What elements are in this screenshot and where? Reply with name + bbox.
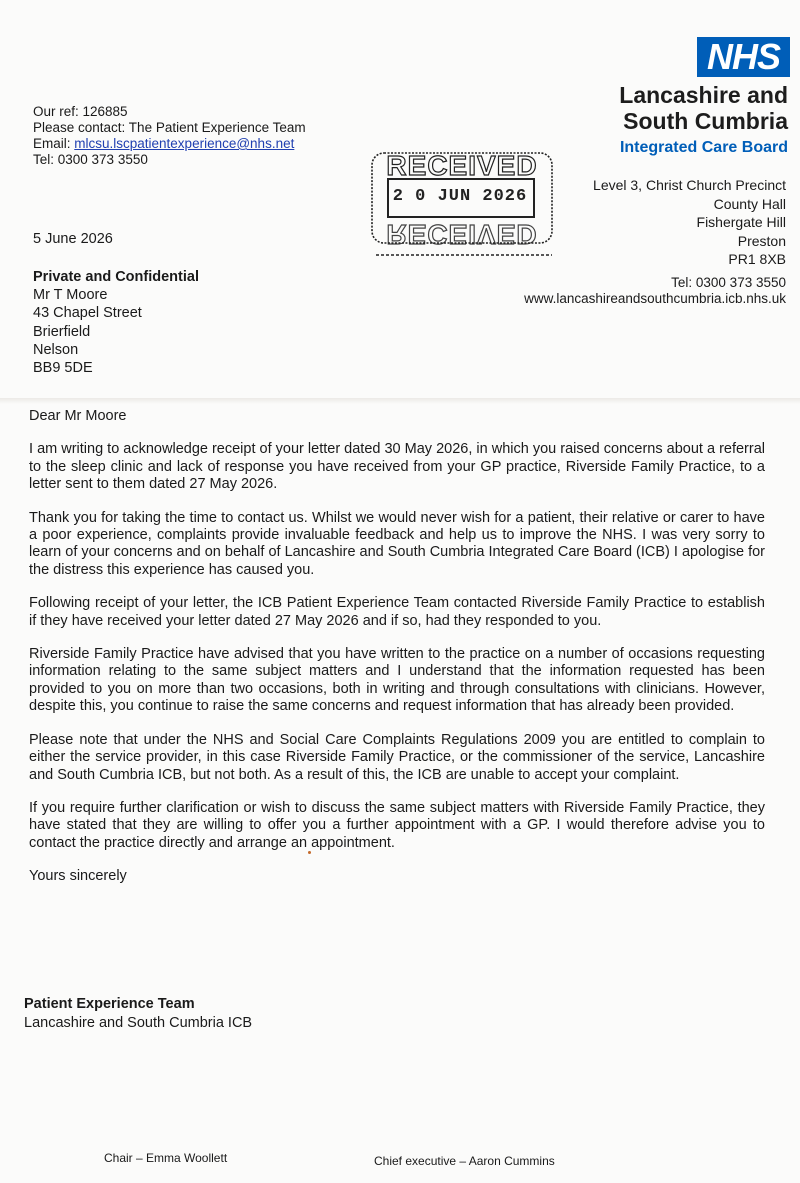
signatory-org: Lancashire and South Cumbria ICB bbox=[24, 1015, 253, 1031]
stamp-date: 2 0 JUN 2026 bbox=[392, 187, 528, 206]
recipient-line: 43 Chapel Street bbox=[33, 305, 142, 322]
email-line bbox=[33, 136, 306, 152]
contact-line: Please contact: The Patient Experience Team bbox=[33, 120, 306, 135]
footer-chair: Chair – Emma Woollett bbox=[104, 1151, 228, 1165]
paper-fold bbox=[0, 398, 800, 404]
address-line: Fishergate Hill bbox=[696, 214, 786, 231]
body-paragraph: Following receipt of your letter, the ICB Patient Experience Team contacted Riverside Family Practice to establish if they have received your letter dated 27 May 2026 and if so, had they responded to you. bbox=[29, 595, 765, 629]
email-link[interactable]: mlcsu.lscpatientexperience@nhs.net bbox=[74, 136, 295, 151]
footer-chief-executive: Chief executive – Aaron Cummins bbox=[374, 1154, 555, 1168]
organisation-name-line1: Lancashire and bbox=[619, 82, 788, 108]
body-paragraph: Riverside Family Practice have advised that you have written to the practice on a number of occasions requesting information relating to the same subject matters and I understand that the information requested has been provided to you on more than two occasions, both in writing and through consultations with clinicians. However, despite this, you continue to raise the same concerns and request information that has already been provided. bbox=[29, 646, 765, 715]
paper-speck bbox=[308, 851, 311, 854]
nhs-logo: NHS bbox=[697, 37, 790, 77]
stamp-word-mirror: RECEIVED bbox=[386, 219, 538, 250]
letter-body bbox=[29, 408, 765, 886]
body-paragraph: If you require further clarification or wish to discuss the same subject matters with Riverside Family Practice, they have stated that they are willing to offer you a further appointment with a GP. I would therefore advise you to contact the practice directly and arrange an appointment. bbox=[29, 799, 765, 851]
reference-tel: Tel: 0300 373 3550 bbox=[33, 152, 148, 167]
recipient-block bbox=[33, 268, 199, 377]
organisation-name bbox=[619, 82, 788, 134]
stamp-word: RECEIVED bbox=[386, 150, 538, 181]
address-line: PR1 8XB bbox=[728, 251, 786, 268]
closing: Yours sincerely bbox=[29, 868, 127, 885]
classification: Private and Confidential bbox=[33, 269, 199, 285]
our-ref: Our ref: 126885 bbox=[33, 104, 128, 119]
email-label: Email: bbox=[33, 136, 75, 151]
recipient-line: Brierfield bbox=[33, 323, 91, 340]
organisation-name-line2: South Cumbria bbox=[623, 108, 788, 134]
letter-date: 5 June 2026 bbox=[33, 231, 113, 247]
organisation-tel: Tel: 0300 373 3550 bbox=[671, 275, 786, 290]
salutation: Dear Mr Moore bbox=[29, 408, 127, 424]
recipient-line: Mr T Moore bbox=[33, 287, 108, 304]
organisation-subtitle: Integrated Care Board bbox=[619, 139, 788, 156]
address-line: Level 3, Christ Church Precinct bbox=[593, 177, 786, 193]
signatory: Patient Experience Team bbox=[24, 996, 195, 1012]
body-paragraph: Thank you for taking the time to contact us. Whilst we would never wish for a patient, their relative or carer to have a poor experience, complaints provide invaluable feedback and help us to improve the NHS. I was very sorry to learn of your concerns and on behalf of Lancashire and South Cumbria Integrated Care Board (ICB) I apologise for the distress this experience has caused you. bbox=[29, 509, 765, 578]
organisation-contact bbox=[524, 275, 786, 307]
body-paragraph: I am writing to acknowledge receipt of your letter dated 30 May 2026, in which you raised concerns about a referral to the sleep clinic and lack of response you have received from your GP practice, Riverside Family Practice, to a letter sent to them dated 27 May 2026. bbox=[29, 441, 765, 493]
organisation-website[interactable]: www.lancashireandsouthcumbria.icb.nhs.uk bbox=[524, 291, 786, 306]
address-line: County Hall bbox=[713, 195, 786, 212]
address-line: Preston bbox=[737, 232, 786, 249]
recipient-line: BB9 5DE bbox=[33, 360, 93, 377]
organisation-address bbox=[593, 176, 786, 269]
signature-block bbox=[24, 995, 252, 1033]
body-paragraph: Please note that under the NHS and Social Care Complaints Regulations 2009 you are entitled to complain to either the service provider, in this case Riverside Family Practice, or the commissioner of the service, Lancashire and South Cumbria ICB, but not both. As a result of this, the ICB are unable to accept your complaint. bbox=[29, 731, 765, 783]
reference-block bbox=[33, 104, 306, 168]
recipient-line: Nelson bbox=[33, 341, 79, 358]
